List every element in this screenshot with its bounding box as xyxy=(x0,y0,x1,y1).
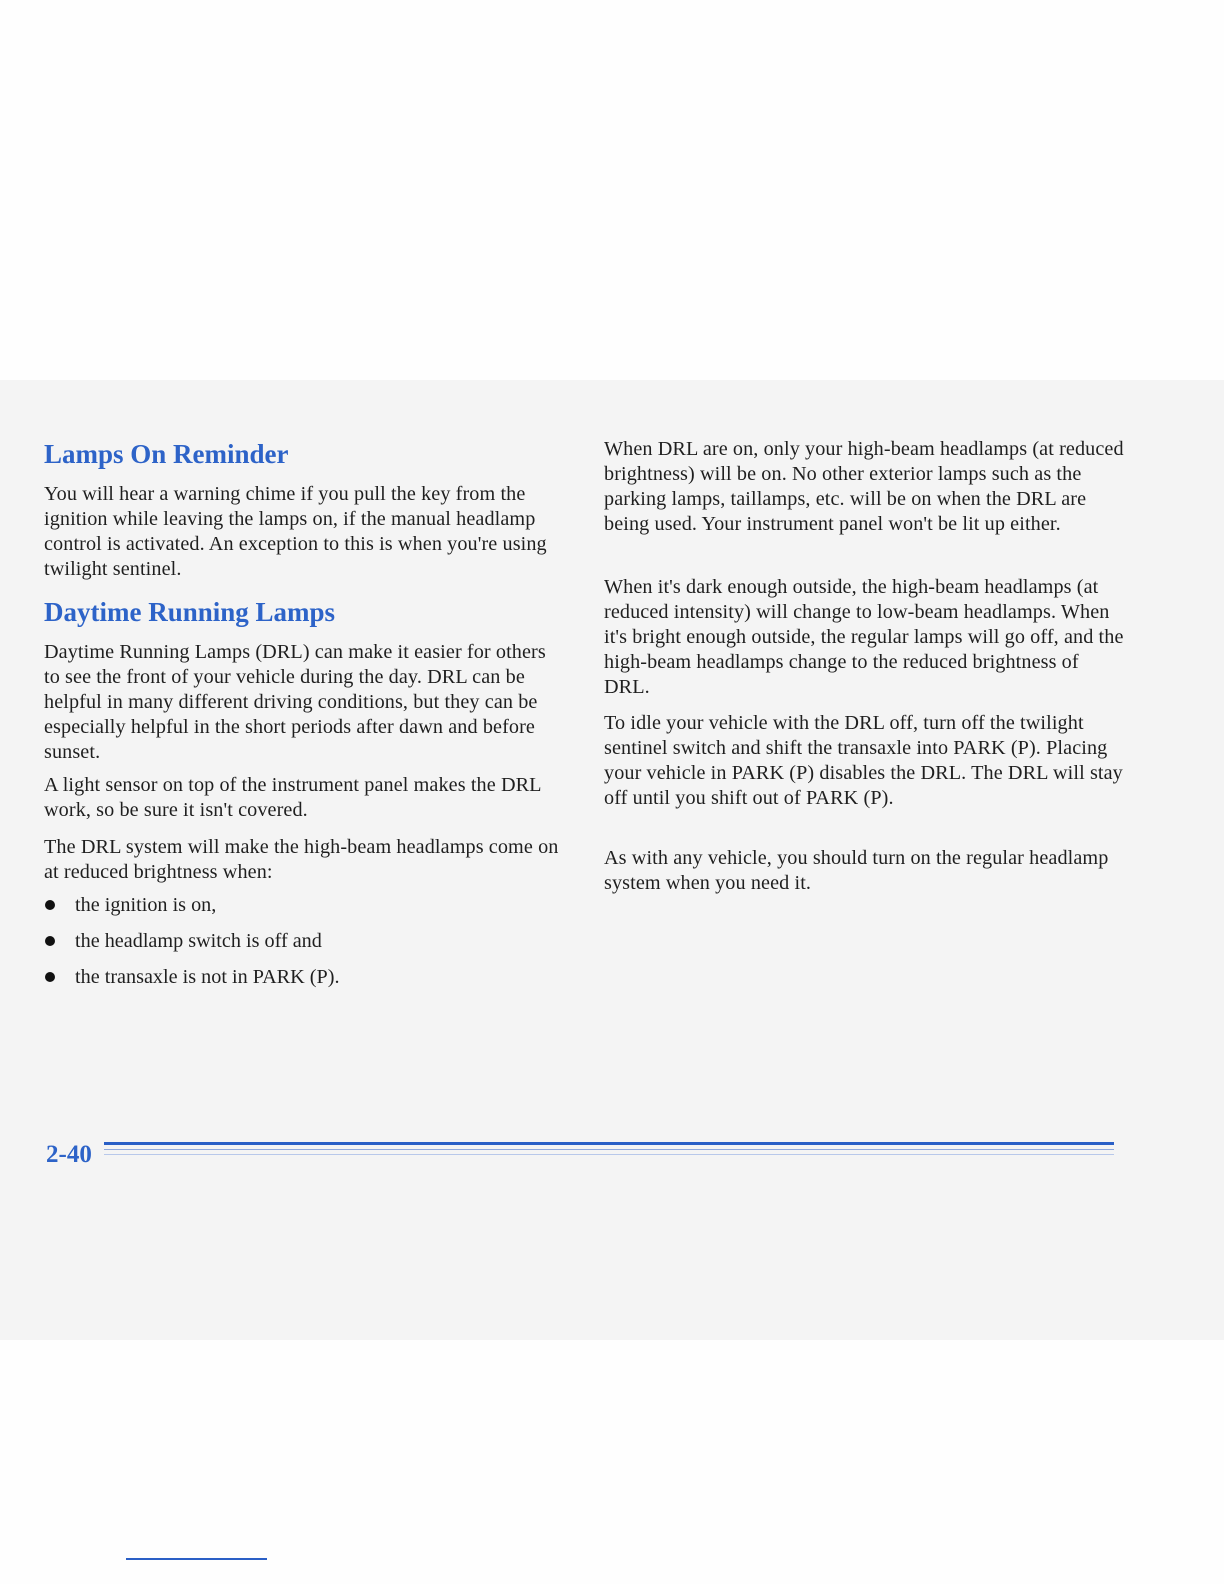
list-item-text: the transaxle is not in PARK (P). xyxy=(75,966,340,988)
drl-intro-paragraph: Daytime Running Lamps (DRL) can make it easier for others to see the front of your vehicle during the day. DRL can be helpful in many different driving conditions, but they can be especially helpful in the short periods after dawn and before sunset. xyxy=(44,641,546,763)
footer-rule-secondary xyxy=(104,1149,1114,1150)
lamps-on-reminder-text: You will hear a warning chime if you pull the key from the ignition while leaving the lamps on, if the manual headlamp control is activated. An exception to this is when you're using twilight sentinel. xyxy=(44,483,547,580)
bullet-icon xyxy=(45,936,55,946)
list-item xyxy=(44,965,340,990)
list-item-text: the headlamp switch is off and xyxy=(75,930,322,952)
drl-on-paragraph: When DRL are on, only your high-beam headlamps (at reduced brightness) will be on. No other exterior lamps such as the parking lamps, taillamps, etc. will be on when the DRL are being used. Your instrument panel won't be lit up either. xyxy=(604,438,1124,535)
scanned-page-area xyxy=(0,380,1224,1340)
heading-lamps-on-reminder: Lamps On Reminder xyxy=(44,439,289,469)
list-item xyxy=(44,893,340,918)
drl-conditions-list xyxy=(44,893,340,1001)
bullet-icon xyxy=(45,900,55,910)
list-item xyxy=(44,929,340,954)
link-underline[interactable] xyxy=(126,1558,267,1560)
bullet-icon xyxy=(45,972,55,982)
drl-dark-outside-paragraph: When it's dark enough outside, the high-beam headlamps (at reduced intensity) will change to low-beam headlamps. When it's bright enough outside, the regular lamps will go off, and the high-beam headlamps change to the reduced brightness of DRL. xyxy=(604,576,1124,698)
footer-rule-primary xyxy=(104,1142,1114,1145)
footer-rule-tertiary xyxy=(104,1154,1114,1155)
drl-conditions-paragraph: The DRL system will make the high-beam headlamps come on at reduced brightness when: xyxy=(44,836,559,883)
page-number: 2-40 xyxy=(46,1141,92,1168)
list-item-text: the ignition is on, xyxy=(75,894,217,916)
drl-idle-paragraph: To idle your vehicle with the DRL off, turn off the twilight sentinel switch and shift the transaxle into PARK (P). Placing your vehicle in PARK (P) disables the DRL. The DRL will stay off until you shift out of PARK (P). xyxy=(604,712,1123,809)
footer-rule xyxy=(104,1142,1114,1156)
heading-daytime-running-lamps: Daytime Running Lamps xyxy=(44,597,336,627)
regular-headlamp-paragraph: As with any vehicle, you should turn on the regular headlamp system when you need it. xyxy=(604,847,1109,894)
drl-light-sensor-paragraph: A light sensor on top of the instrument panel makes the DRL work, so be sure it isn't covered. xyxy=(44,774,541,821)
